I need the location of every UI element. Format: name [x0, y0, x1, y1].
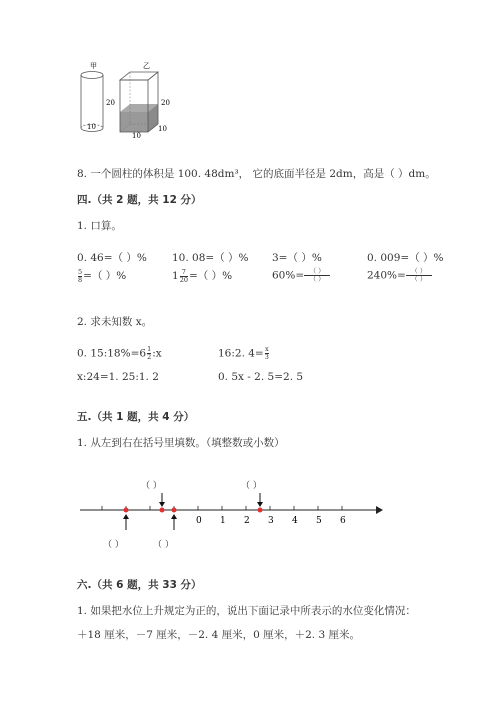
tick-label-6: 6: [340, 516, 346, 526]
arrow-down-1: [159, 493, 165, 507]
equation-1: 0. 15:18%=6 $\frac{1}{2}$ :x: [77, 345, 162, 361]
top-bracket-1: （ ）: [141, 481, 162, 491]
oral-calc-4: 0. 009=（ ）%: [367, 252, 444, 264]
oral-calc-2: 10. 08=（ ）%: [172, 252, 249, 264]
equation-3: x:24=1. 25:1. 2: [77, 371, 159, 383]
section-5-header: 五.（共 1 题，共 4 分）: [77, 411, 195, 423]
label-jia: 甲: [90, 62, 97, 70]
section-4-header: 四.（共 2 题，共 12 分）: [77, 194, 202, 206]
equation-4: 0. 5x - 2. 5=2. 5: [218, 371, 304, 383]
container-figure: [70, 58, 190, 138]
yi-height: 20: [161, 99, 170, 107]
section-5-q1-title: 1. 从左到右在括号里填数。（填整数或小数）: [77, 437, 285, 449]
oral-calc-1: 0. 46=（ ）%: [77, 252, 147, 264]
yi-width: 10: [132, 132, 141, 138]
oral-calc-3: 3=（ ）%: [272, 252, 322, 264]
top-bracket-2: （ ）: [241, 481, 262, 491]
point-c: [172, 508, 177, 513]
jia-height: 20: [106, 99, 115, 107]
label-yi: 乙: [143, 62, 150, 70]
section-4-q1-title: 1. 口算。: [77, 220, 122, 232]
section-6-header: 六.（共 6 题，共 33 分）: [77, 579, 202, 591]
tick-label-5: 5: [316, 516, 322, 526]
section-6-q1-values: ＋18 厘米，－7 厘米，－2. 4 厘米，0 厘米，＋2. 3 厘米。: [77, 629, 360, 641]
section-4-q2-title: 2. 求未知数 x。: [77, 316, 153, 328]
section-6-q1-title: 1. 如果把水位上升规定为正的，说出下面记录中所表示的水位变化情况：: [77, 605, 416, 617]
question-8: 8. 一个圆柱的体积是 100. 48dm³， 它的底面半径是 2dm，高是（ ）dm。: [77, 168, 436, 180]
point-b: [160, 508, 165, 513]
point-d: [258, 508, 263, 513]
jia-base: 10: [87, 123, 96, 131]
arrow-up-1: [123, 514, 129, 530]
arrow-down-2: [257, 493, 263, 507]
oral-calc-8: 240%= $\frac{( )}{( )}$: [367, 268, 432, 283]
arrow-up-2: [171, 514, 177, 530]
oral-calc-5: $\frac{5}{8}$ =（ ）%: [78, 267, 127, 284]
tick-label-4: 4: [292, 516, 298, 526]
tick-label-2: 2: [244, 516, 250, 526]
oral-calc-6: 1 $\frac{7}{20}$ =（ ）%: [172, 267, 233, 284]
tick-label-0: 0: [196, 516, 202, 526]
bottom-bracket-1: （ ）: [103, 540, 124, 550]
point-a: [124, 508, 129, 513]
tick-label-3: 3: [268, 516, 274, 526]
oral-calc-7: 60%= $\frac{( )}{( )}$: [272, 268, 330, 283]
tick-label-1: 1: [220, 516, 226, 526]
bottom-bracket-2: （ ）: [153, 540, 174, 550]
number-line: [76, 490, 386, 540]
equation-2: 16:2. 4= $\frac{x}{3}$: [218, 345, 269, 361]
yi-depth: 10: [158, 125, 167, 133]
